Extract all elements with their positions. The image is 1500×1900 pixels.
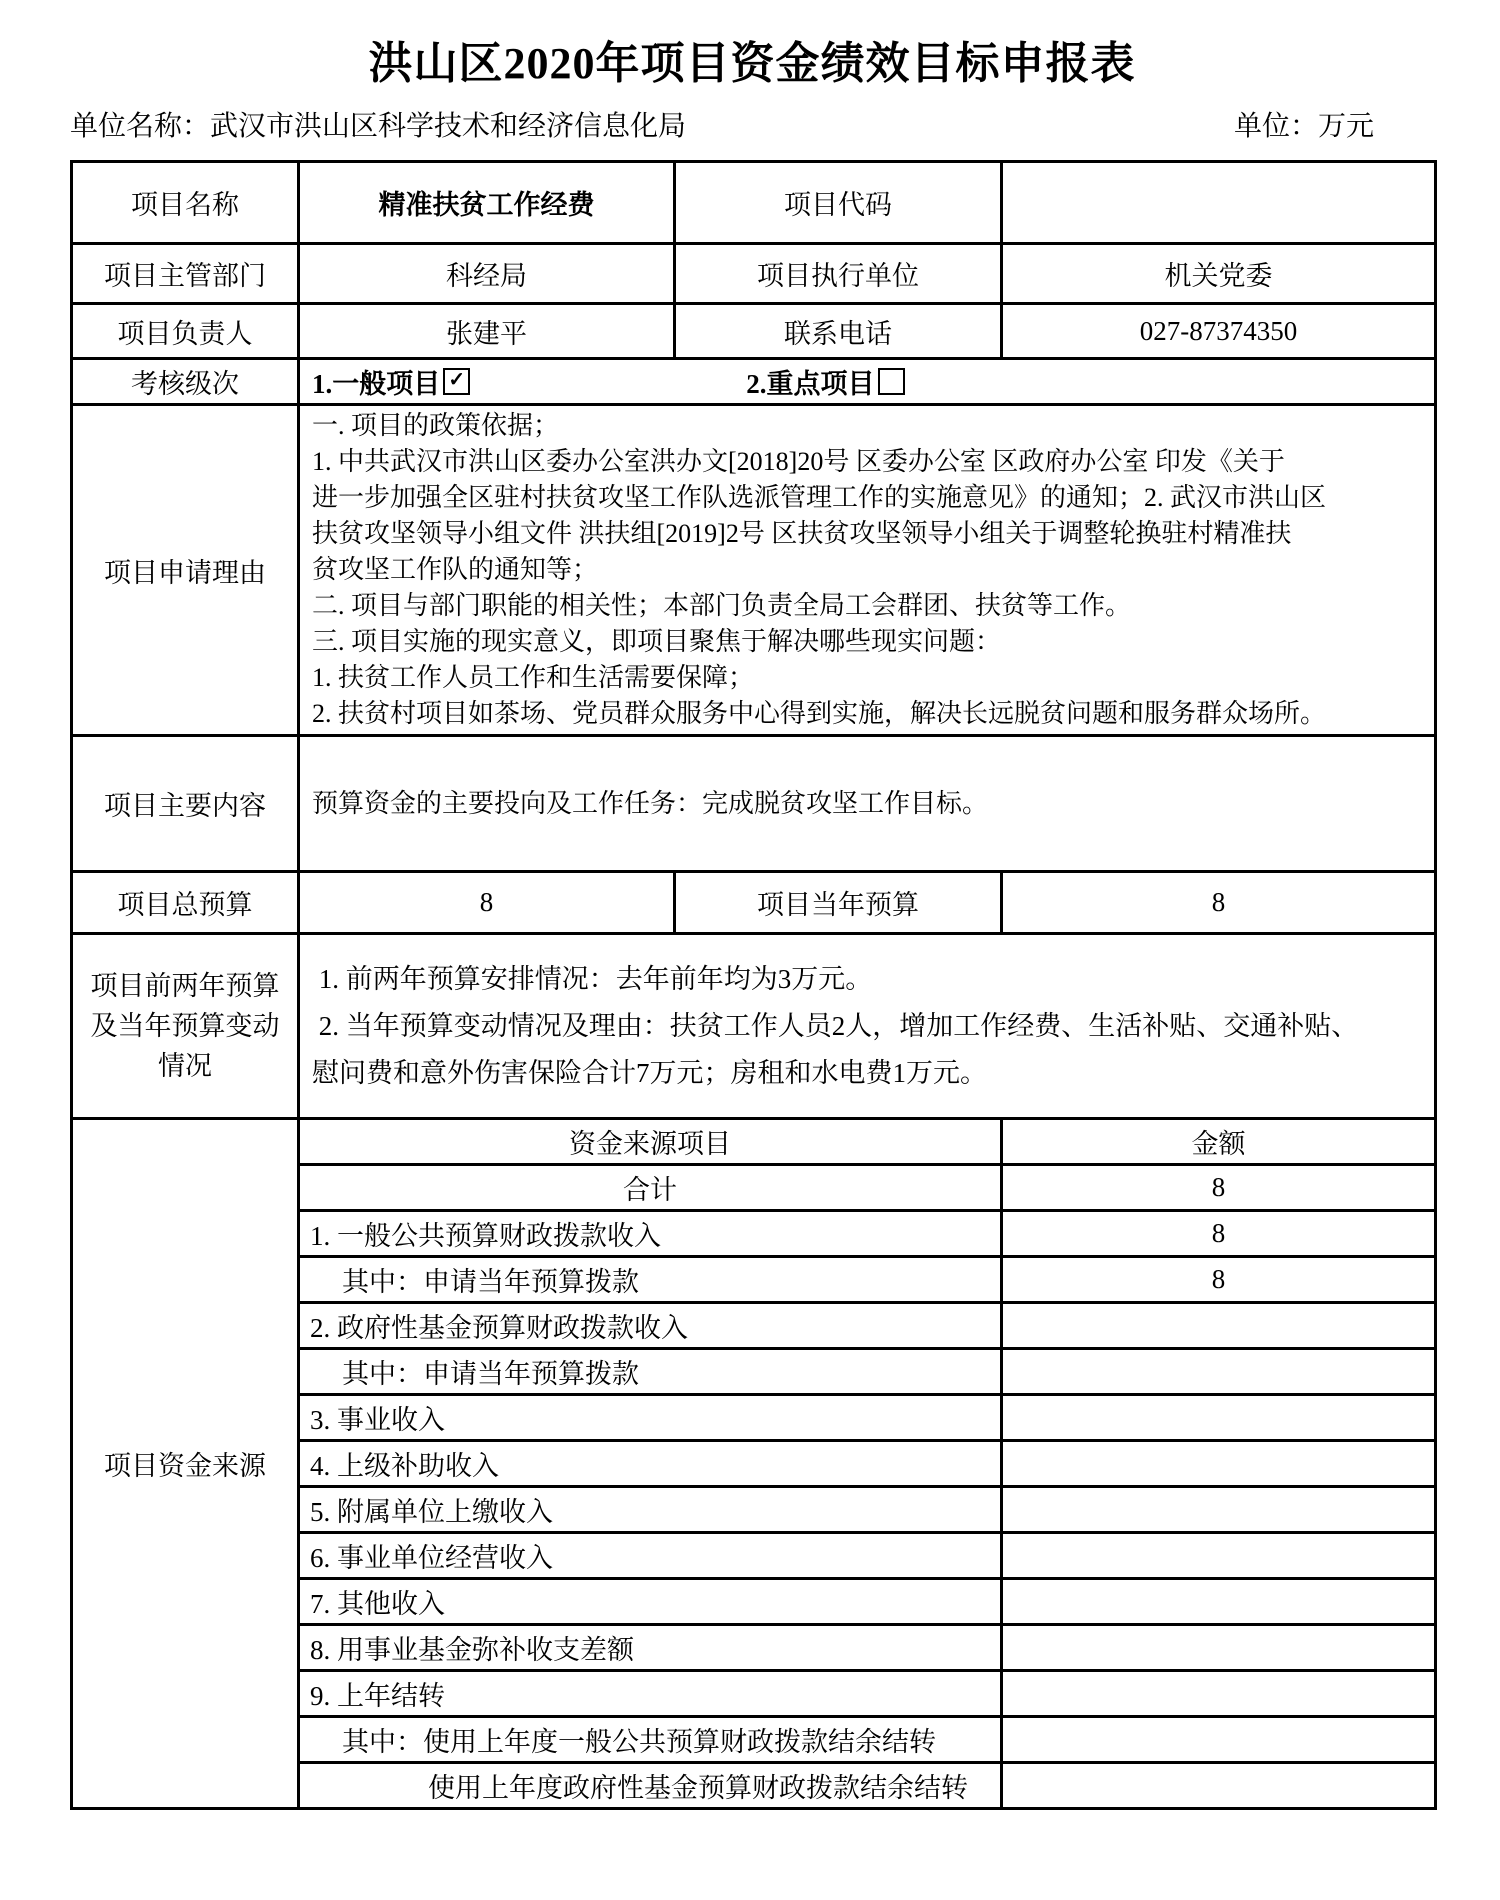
checkbox-unchecked-icon xyxy=(878,368,905,395)
funding-source-cell: 8. 用事业基金弥补收支差额 xyxy=(299,1625,1002,1671)
funding-amount-cell xyxy=(1002,1303,1436,1349)
project-code-value xyxy=(1002,162,1436,244)
reason-line: 扶贫攻坚领导小组文件 洪扶组[2019]2号 区扶贫攻坚领导小组关于调整轮换驻村精准扶 xyxy=(312,519,1292,548)
funding-amount-cell xyxy=(1002,1487,1436,1533)
checkbox-checked-icon: ✓ xyxy=(443,368,470,395)
funding-header-row xyxy=(72,1119,1436,1165)
history-label: 项目前两年预算 及当年预算变动 情况 xyxy=(72,934,299,1119)
reason-line: 1. 中共武汉市洪山区委办公室洪办文[2018]20号 区委办公室 区政府办公室 印发《关于 xyxy=(312,447,1285,476)
funding-source-cell: 合计 xyxy=(299,1165,1002,1211)
key-project-option-label: 2.重点项目 xyxy=(746,369,875,399)
funding-source-cell: 6. 事业单位经营收入 xyxy=(299,1533,1002,1579)
currency-unit-label: 单位：万元 xyxy=(1233,111,1374,142)
reason-label: 项目申请理由 xyxy=(72,405,299,736)
row-budget xyxy=(72,872,1436,934)
funding-source-cell: 5. 附属单位上缴收入 xyxy=(299,1487,1002,1533)
year-budget-label: 项目当年预算 xyxy=(675,872,1002,934)
funding-amount-cell xyxy=(1002,1717,1436,1763)
funding-source-cell: 其中：申请当年预算拨款 xyxy=(299,1257,1002,1303)
row-main-content xyxy=(72,736,1436,872)
funding-source-header: 资金来源项目 xyxy=(299,1119,1002,1165)
funding-source-cell: 9. 上年结转 xyxy=(299,1671,1002,1717)
row-leader xyxy=(72,304,1436,359)
funding-amount-cell xyxy=(1002,1671,1436,1717)
funding-amount-cell xyxy=(1002,1763,1436,1809)
history-text-cell xyxy=(299,934,1436,1119)
funding-amount-cell xyxy=(1002,1533,1436,1579)
reason-line: 贫攻坚工作队的通知等； xyxy=(312,555,599,584)
exec-unit-value: 机关党委 xyxy=(1002,244,1436,304)
funding-amount-cell xyxy=(1002,1349,1436,1395)
funding-section-label: 项目资金来源 xyxy=(72,1119,299,1809)
declaration-table xyxy=(70,160,1437,1810)
funding-source-cell: 使用上年度政府性基金预算财政拨款结余结转 xyxy=(299,1763,1002,1809)
reason-line: 一. 项目的政策依据； xyxy=(312,411,560,440)
funding-source-cell: 1. 一般公共预算财政拨款收入 xyxy=(299,1211,1002,1257)
history-line: 慰问费和意外伤害保险合计7万元；房租和水电费1万元。 xyxy=(312,1057,987,1088)
funding-amount-cell xyxy=(1002,1395,1436,1441)
reason-line: 1. 扶贫工作人员工作和生活需要保障； xyxy=(312,663,755,692)
exec-unit-label: 项目执行单位 xyxy=(675,244,1002,304)
funding-amount-cell: 8 xyxy=(1002,1257,1436,1303)
main-content-label: 项目主要内容 xyxy=(72,736,299,872)
unit-name-label: 单位名称：武汉市洪山区科学技术和经济信息化局 xyxy=(70,111,687,142)
row-dept xyxy=(72,244,1436,304)
dept-value: 科经局 xyxy=(299,244,675,304)
funding-source-cell: 2. 政府性基金预算财政拨款收入 xyxy=(299,1303,1002,1349)
leader-label: 项目负责人 xyxy=(72,304,299,359)
assessment-options-cell xyxy=(299,359,1436,405)
row-history xyxy=(72,934,1436,1119)
funding-amount-header: 金额 xyxy=(1002,1119,1436,1165)
funding-source-cell: 其中：使用上年度一般公共预算财政拨款结余结转 xyxy=(299,1717,1002,1763)
row-assessment xyxy=(72,359,1436,405)
funding-amount-cell xyxy=(1002,1625,1436,1671)
reason-line: 三. 项目实施的现实意义，即项目聚焦于解决哪些现实问题： xyxy=(312,627,1002,656)
funding-source-cell: 3. 事业收入 xyxy=(299,1395,1002,1441)
phone-label: 联系电话 xyxy=(675,304,1002,359)
main-content-text: 预算资金的主要投向及工作任务：完成脱贫攻坚工作目标。 xyxy=(312,788,989,818)
page-title: 洪山区2020年项目资金绩效目标申报表 xyxy=(368,39,1136,88)
funding-amount-cell: 8 xyxy=(1002,1165,1436,1211)
project-name-label: 项目名称 xyxy=(72,162,299,244)
meta-row xyxy=(70,110,1434,144)
row-reason xyxy=(72,405,1436,736)
project-name-value: 精准扶贫工作经费 xyxy=(299,162,675,244)
reason-line: 进一步加强全区驻村扶贫攻坚工作队选派管理工作的实施意见》的通知；2. 武汉市洪山区 xyxy=(312,483,1327,512)
year-budget-value: 8 xyxy=(1002,872,1436,934)
dept-label: 项目主管部门 xyxy=(72,244,299,304)
funding-source-cell: 4. 上级补助收入 xyxy=(299,1441,1002,1487)
total-budget-label: 项目总预算 xyxy=(72,872,299,934)
leader-value: 张建平 xyxy=(299,304,675,359)
general-project-option-label: 1.一般项目 xyxy=(312,369,441,399)
funding-source-cell: 7. 其他收入 xyxy=(299,1579,1002,1625)
phone-value: 027-87374350 xyxy=(1002,304,1436,359)
funding-amount-cell xyxy=(1002,1579,1436,1625)
reason-line: 2. 扶贫村项目如茶场、党员群众服务中心得到实施，解决长远脱贫问题和服务群众场所。 xyxy=(312,699,1327,728)
reason-text-cell xyxy=(299,405,1436,736)
funding-source-cell: 其中：申请当年预算拨款 xyxy=(299,1349,1002,1395)
project-code-label: 项目代码 xyxy=(675,162,1002,244)
reason-line: 二. 项目与部门职能的相关性；本部门负责全局工会群团、扶贫等工作。 xyxy=(312,591,1132,620)
history-line: 1. 前两年预算安排情况：去年前年均为3万元。 xyxy=(312,963,873,994)
funding-amount-cell: 8 xyxy=(1002,1211,1436,1257)
total-budget-value: 8 xyxy=(299,872,675,934)
assessment-label: 考核级次 xyxy=(72,359,299,405)
history-line: 2. 当年预算变动情况及理由：扶贫工作人员2人，增加工作经费、生活补贴、交通补贴、 xyxy=(312,1010,1359,1041)
row-project-name xyxy=(72,162,1436,244)
funding-amount-cell xyxy=(1002,1441,1436,1487)
main-content-value xyxy=(299,736,1436,872)
